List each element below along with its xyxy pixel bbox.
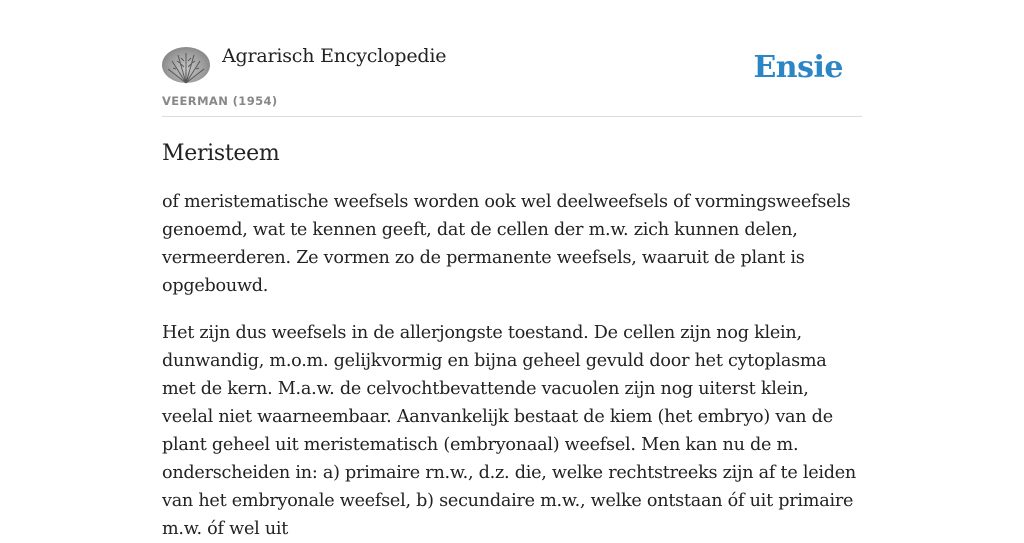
article-paragraph: of meristematische weefsels worden ook wel deelweefsels of vormingsweefsels genoemd, wat te kennen geeft, dat de cellen der m.w. zich kunnen delen, vermeerderen. Ze vormen zo de permanente weefsels, waaruit de plant is opgebouwd. <box>162 192 851 296</box>
article-body <box>162 188 862 543</box>
site-title[interactable]: Agrarisch Encyclopedie <box>222 45 447 67</box>
page <box>162 0 862 543</box>
article-paragraph: Het zijn dus weefsels in de allerjongste toestand. De cellen zijn nog klein, dunwandig, m.o.m. gelijkvormig en bijna geheel gevuld door het cytoplasma met de kern. M.a.w. de celvochtbevattende vacuolen zijn nog uiterst klein, veelal niet waarneembaar. Aanvankelijk bestaat de kiem (het embryo) van de plant geheel uit meristematisch (embryonaal) weefsel. Men kan nu de m. onderscheiden in: a) primaire rn.w., d.z. die, welke rechtstreeks zijn af te leiden van het embryonale weefsel, b) secundaire m.w., welke ontstaan óf uit primaire m.w. óf wel uit <box>162 323 856 539</box>
page-header <box>162 0 862 117</box>
article-title: Meristeem <box>162 141 280 166</box>
wheat-icon[interactable] <box>162 47 210 83</box>
source-label: VEERMAN (1954) <box>162 94 278 108</box>
brand-logo[interactable]: Ensie <box>753 50 843 85</box>
